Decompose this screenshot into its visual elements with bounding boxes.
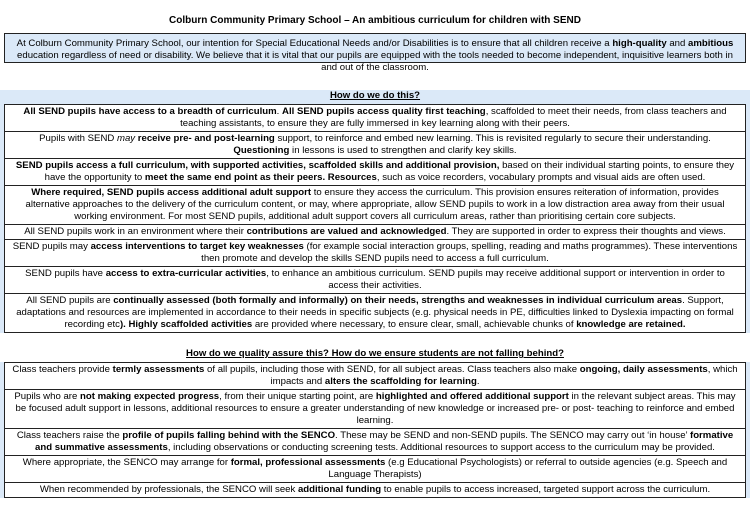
text-run: formative and summative assessments <box>35 430 734 453</box>
text-run: All SEND pupils access quality first teaching <box>282 106 486 117</box>
section-heading: How do we quality assure this? How do we ensure students are not falling behind? <box>186 348 564 359</box>
text-run: contributions are valued and acknowledged <box>246 226 447 237</box>
text-run: ambitious <box>688 38 734 49</box>
section-heading: How do we do this? <box>329 90 421 101</box>
table-row <box>5 482 745 497</box>
text-run: termly assessments <box>112 364 205 375</box>
table-row <box>5 266 745 293</box>
page-title: Colburn Community Primary School – An ambitious curriculum for children with SEND <box>169 15 581 26</box>
table-row <box>5 428 745 455</box>
text-run: access to extra-curricular activities <box>105 268 267 279</box>
text-run: , such as voice recorders, vocabulary prompts and visual aids are often used. <box>376 172 706 183</box>
text-run: Questioning <box>233 145 290 156</box>
text-run: high-quality <box>612 38 667 49</box>
text-run: education regardless of need or disability. We believe that it is vital that our pupils are equipped with the tools needed to become independent, inquisitive learners both in and out of the classroom. <box>17 50 733 73</box>
text-run: . They are supported in order to express their thoughts and views. <box>446 226 726 237</box>
text-run: All SEND pupils are <box>26 295 114 306</box>
text-run: . <box>276 106 283 117</box>
text-run: are provided where necessary, to ensure clear, small, achievable chunks of <box>252 319 577 330</box>
table-row <box>5 293 745 332</box>
text-run: Where appropriate, the SENCO may arrange for <box>22 457 231 468</box>
text-run: , including observations or conducting screening tests. Additional resources to support access to the curriculum may be provided. <box>167 442 715 453</box>
text-run: meet the same end point as their peers. <box>144 172 326 183</box>
text-run: Where required, SEND pupils access additional adult support <box>31 187 312 198</box>
text-run: profile of pupils falling behind with the SENCO <box>122 430 336 441</box>
text-run: to enable pupils to access increased, targeted support across the curriculum. <box>381 484 711 495</box>
text-run: SEND pupils have <box>25 268 106 279</box>
text-run: , to enhance an ambitious curriculum. SEND pupils may receive additional support or intervention in order to access their activities. <box>266 268 725 291</box>
text-run: SEND pupils access a full curriculum, with supported activities, scaffolded skills and additional provision, <box>15 160 500 171</box>
section-table <box>4 362 746 498</box>
text-run: receive pre- and post-learning <box>137 133 275 144</box>
text-run: (for example social interaction groups, spelling, reading and maths programmes). These interventions then promote and develop the skills SEND pupils need to access a full curriculum. <box>201 241 738 264</box>
table-row <box>5 363 745 389</box>
text-run: in the relevant subject areas. This may be focused adult support in lessons, additional resources to ensure a greater understanding of new knowledge or increased pre- or post- teaching to reinforce and embed learning. <box>15 391 736 426</box>
text-run: knowledge are retained. <box>576 319 686 330</box>
text-run: . <box>476 376 480 387</box>
table-row <box>5 239 745 266</box>
text-run: , scaffolded to meet their needs, from class teachers and teaching assistants, to ensure they are fully immersed in key learning along with their peers. <box>180 106 727 129</box>
text-run: and <box>666 38 689 49</box>
text-run: in lessons is used to strengthen and clarify key skills. <box>289 145 517 156</box>
text-run: SEND pupils may <box>12 241 91 252</box>
text-run: Class teachers provide <box>12 364 113 375</box>
text-run: , which impacts and <box>270 364 738 387</box>
text-run: support, to reinforce and embed new learning. This is revisited regularly to secure their understanding. <box>274 133 711 144</box>
text-run: access interventions to target key weaknesses <box>90 241 304 252</box>
text-run: Resources <box>327 172 377 183</box>
text-run: of all pupils, including those with SEND, for all subject areas. Class teachers also make <box>204 364 580 375</box>
table-row <box>5 131 745 158</box>
text-run: may <box>116 133 136 144</box>
table-row <box>5 105 745 131</box>
text-run: additional funding <box>297 484 382 495</box>
intro-box <box>4 33 746 73</box>
text-run: Pupils with SEND <box>39 133 117 144</box>
text-run: (e.g Educational Psychologists) or referral to outside agencies (e.g. Speech and Language Therapists) <box>328 457 728 480</box>
text-run: When recommended by professionals, the SENCO will seek <box>39 484 298 495</box>
text-run: Pupils who are <box>14 391 80 402</box>
text-run: , from their unique starting point, are <box>219 391 376 402</box>
text-run: All SEND pupils have access to a breadth of curriculum <box>23 106 277 117</box>
table-row <box>5 185 745 224</box>
text-run: not making expected progress <box>79 391 220 402</box>
table-row <box>5 158 745 185</box>
text-run: to ensure they access the curriculum. This provision ensures reiteration of information, provides alternative approaches to the delivery of the curriculum content, or may, where appropriate, allow SEND pupils to work in a low distraction area away from their usual working environment. For most SEND pupils, additional adult support covers all curriculum areas, rather than prioritising certain core subjects. <box>25 187 725 222</box>
text-run: alters the scaffolding for learning <box>324 376 477 387</box>
text-run: . These may be SEND and non-SEND pupils. The SENCO may carry out ‘in house’ <box>335 430 690 441</box>
text-run: highlighted and offered additional support <box>375 391 569 402</box>
table-row <box>5 389 745 428</box>
text-run: formal, professional assessments <box>230 457 386 468</box>
table-row <box>5 224 745 239</box>
section-table <box>4 104 746 333</box>
text-run: . Support, adaptations and resources are implemented in accordance to their needs in specific subjects (e.g. physical needs in PE, difficulties linked to Dyslexia impacting on formal recording etc <box>16 295 734 330</box>
section-quality-assurance <box>0 348 750 498</box>
text-run: At Colburn Community Primary School, our intention for Special Educational Needs and/or Disabilities is to ensure that all children receive a <box>16 38 613 49</box>
text-run: ). Highly scaffolded activities <box>119 319 253 330</box>
table-row <box>5 455 745 482</box>
text-run: Class teachers raise the <box>16 430 123 441</box>
intro-text <box>13 38 737 74</box>
section-how-we-do-this <box>0 90 750 333</box>
text-run: ongoing, daily assessments <box>579 364 708 375</box>
text-run: based on their individual starting points, to ensure they have the opportunity to <box>44 160 735 183</box>
text-run: All SEND pupils work in an environment where their <box>24 226 247 237</box>
text-run: continually assessed (both formally and informally) on their needs, strengths and weaknesses in individual curriculum areas <box>113 295 683 306</box>
